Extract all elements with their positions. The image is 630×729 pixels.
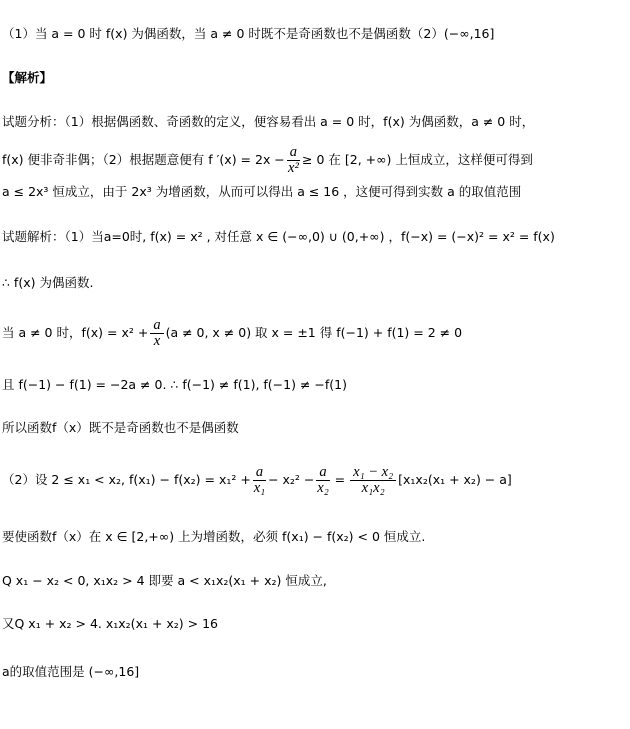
part2-line-1 (2, 461, 512, 499)
solution-line-3-post: (a ≠ 0, x ≠ 0) 取 x = ±1 得 f(−1) + f(1) = 2 ≠ 0 (165, 325, 463, 340)
fraction-numerator: a (287, 145, 300, 161)
fraction-a-over-x2 (287, 145, 300, 176)
part2-line-2: 要使函数f（x）在 x ∈ [2,+∞) 上为增函数，必须 f(x₁) − f(x₂) < 0 恒成立. (2, 529, 426, 544)
solution-line-4: 且 f(−1) − f(1) = −2a ≠ 0. ∴ f(−1) ≠ f(1), f(−1) ≠ −f(1) (2, 377, 347, 392)
part2-post: [x₁x₂(x₁ + x₂) − a] (398, 472, 512, 487)
fraction-a-over-x1 (253, 465, 266, 496)
fraction-a-over-x2-sub (316, 465, 329, 496)
fraction-denominator: x² (288, 159, 299, 176)
part2-eq: = (334, 472, 346, 487)
part2-line-4: 又Q x₁ + x₂ > 4. x₁x₂(x₁ + x₂) > 16 (2, 616, 219, 631)
fraction-denominator: x₂ (317, 479, 329, 496)
analysis-line-2-pre: f(x) 便非奇非偶；（2）根据题意便有 f ′(x) = 2x − (2, 152, 285, 167)
fraction-denominator: x₁ (253, 479, 266, 496)
solution-line-3-pre: 当 a ≠ 0 时，f(x) = x² + (2, 325, 149, 340)
fraction-a-over-x (150, 318, 163, 349)
part2-line-3: Q x₁ − x₂ < 0, x₁x₂ > 4 即要 a < x₁x₂(x₁ + x₂) 恒成立, (2, 573, 327, 588)
fraction-numerator: a (150, 318, 163, 334)
solution-line-2: ∴ f(x) 为偶函数. (2, 275, 94, 290)
solution-line-1: 试题解析：（1）当a=0时, f(x) = x² , 对任意 x ∈ (−∞,0) ∪ (0,+∞) ，f(−x) = (−x)² = x² = f(x) (2, 229, 555, 244)
answer-line: （1）当 a = 0 时 f(x) 为偶函数，当 a ≠ 0 时既不是奇函数也不是偶函数（2）(−∞,16] (2, 26, 495, 41)
fraction-numerator: a (316, 465, 329, 481)
fraction-denominator: x₁x₂ (361, 479, 385, 496)
fraction-diff-over-product (350, 465, 396, 496)
fraction-denominator: x (153, 332, 161, 349)
solution-line-3 (2, 316, 462, 350)
section-heading: 【解析】 (2, 70, 53, 85)
fraction-numerator: x₁ − x₂ (350, 465, 396, 481)
conclusion-line: a的取值范围是 (−∞,16] (2, 664, 140, 679)
part2-pre: （2）设 2 ≤ x₁ < x₂, f(x₁) − f(x₂) = x₁² + (2, 472, 251, 487)
solution-line-5: 所以函数f（x）既不是奇函数也不是偶函数 (2, 420, 239, 435)
analysis-line-1: 试题分析：（1）根据偶函数、奇函数的定义，便容易看出 a = 0 时，f(x) 为偶函数，a ≠ 0 时， (2, 114, 535, 129)
fraction-numerator: a (253, 465, 266, 481)
part2-mid: − x₂² − (268, 472, 315, 487)
analysis-line-2-post: ≥ 0 在 [2, +∞) 上恒成立，这样便可得到 (302, 152, 533, 167)
analysis-line-3: a ≤ 2x³ 恒成立，由于 2x³ 为增函数，从而可以得出 a ≤ 16 ，这便可得到实数 a 的取值范围 (2, 184, 522, 199)
analysis-line-2 (2, 145, 533, 175)
